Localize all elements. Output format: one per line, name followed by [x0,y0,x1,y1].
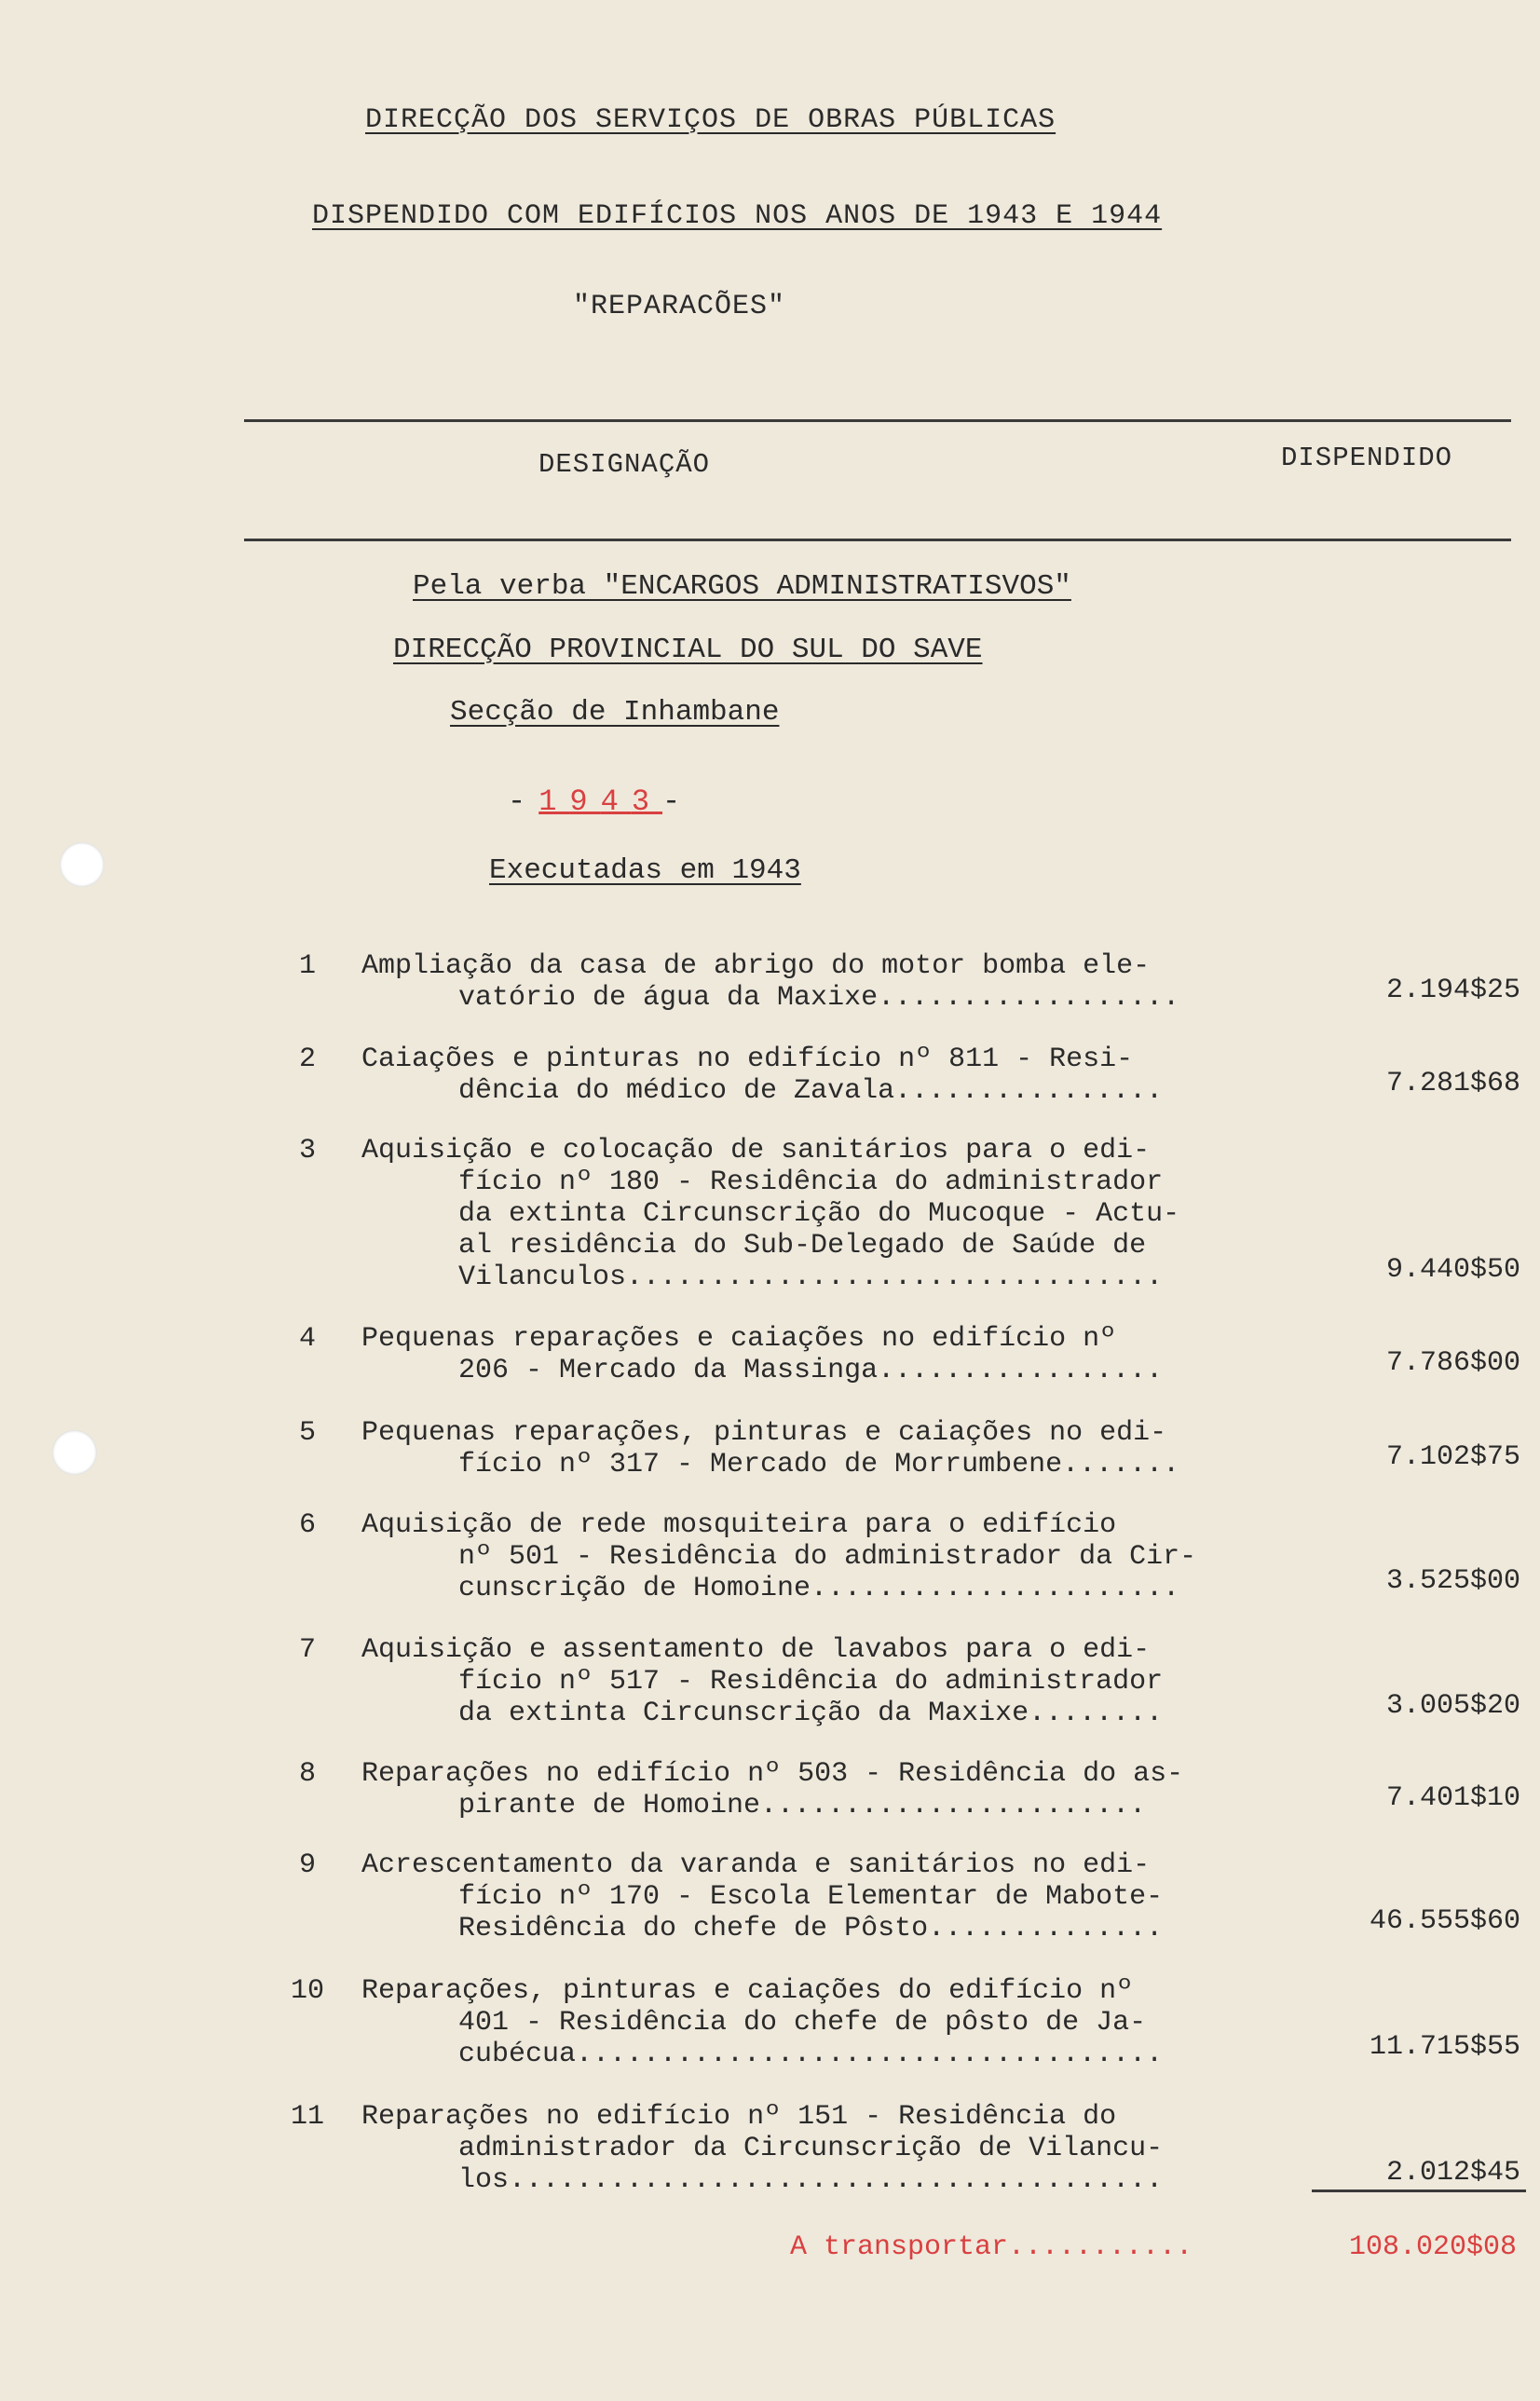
item-amount: 7.401$10 [1385,1782,1520,1814]
item-description [361,1975,1312,2070]
header-repairs-title: "REPARACÕES" [573,291,786,322]
column-designation: DESIGNAÇÃO [538,449,711,480]
item-description [361,1758,1312,1821]
item-description-line: fício nº 170 - Escola Elementar de Mabote- [458,1881,1164,1913]
item-description-line: vatório de água da Maxixe.................. [458,982,1180,1014]
item-description-line: fício nº 317 - Mercado de Morrumbene....... [458,1449,1180,1480]
item-description-line: fício nº 517 - Residência do administrador [458,1666,1164,1698]
item-number: 9 [298,1849,316,1881]
item-description-line: fício nº 180 - Residência do administrador [458,1166,1164,1198]
item-description-line: dência do médico de Zavala................ [458,1075,1164,1107]
total-rule [1312,2190,1526,2192]
item-amount: 9.440$50 [1385,1254,1520,1286]
item-description-line: Vilanculos................................ [458,1262,1164,1293]
item-description-line: Acrescentamento da varanda e sanitários no edi- [361,1849,1151,1881]
item-amount: 46.555$60 [1369,1905,1520,1937]
section-seccao: Secção de Inhambane [450,696,780,729]
item-amount: 7.786$00 [1385,1347,1520,1379]
year-dash-right: - [662,784,694,819]
item-description-line: Pequenas reparações, pinturas e caiações no edi- [361,1417,1167,1449]
table-top-rule [244,419,1511,422]
item-description-line: los....................................... [458,2164,1164,2196]
item-number: 10 [290,1975,324,2007]
item-description-line: Aquisição e assentamento de lavabos para o edi- [361,1634,1151,1666]
column-spent: DISPENDIDO [1281,443,1453,473]
item-amount: 3.005$20 [1385,1690,1520,1722]
item-description-line: cunscrição de Homoine...................... [458,1573,1180,1604]
item-description [361,1323,1312,1386]
item-number: 1 [298,950,316,982]
section-verba: Pela verba "ENCARGOS ADMINISTRATISVOS" [413,570,1071,603]
table-header-rule [244,539,1511,541]
transport-label: A transportar........... [790,2231,1193,2263]
item-description [361,1634,1312,1729]
item-description-line: da extinta Circunscrição do Mucoque - Actu- [458,1198,1180,1230]
item-description-line: Aquisição de rede mosquiteira para o edifício [361,1509,1117,1541]
transport-amount: 108.020$08 [1349,2231,1518,2263]
item-description-line: Reparações no edifício nº 151 - Residência do [361,2101,1117,2133]
item-number: 4 [298,1323,316,1355]
item-amount: 2.012$45 [1385,2157,1520,2189]
item-amount: 7.281$68 [1385,1068,1520,1099]
punch-hole-bottom [52,1430,97,1475]
item-description [361,1135,1312,1293]
item-description-line: 401 - Residência do chefe de pôsto de Ja- [458,2007,1147,2039]
item-amount: 3.525$00 [1385,1565,1520,1597]
section-provincial: DIRECÇÃO PROVINCIAL DO SUL DO SAVE [393,634,983,666]
item-number: 3 [298,1135,316,1166]
item-description-line: Pequenas reparações e caiações no edifício nº [361,1323,1117,1355]
item-description-line: pirante de Homoine....................... [458,1790,1147,1821]
item-description [361,1509,1312,1604]
item-description-line: da extinta Circunscrição da Maxixe........ [458,1698,1164,1729]
item-description-line: Caiações e pinturas no edifício nº 811 - Resi- [361,1044,1134,1075]
header-spent-title: DISPENDIDO COM EDIFÍCIOS NOS ANOS DE 1943 E 1944 [312,200,1163,232]
item-description [361,1044,1312,1107]
item-number: 5 [298,1417,316,1449]
item-amount: 11.715$55 [1369,2031,1520,2063]
item-number: 7 [298,1634,316,1666]
item-description [361,1417,1312,1480]
punch-hole-top [60,842,104,887]
item-description-line: cubécua................................... [458,2039,1164,2070]
year-digit: 4 [600,784,632,819]
item-description-line: administrador da Circunscrição de Vilancu- [458,2133,1164,2164]
year-digit: 3 [631,784,663,819]
item-description [361,1849,1312,1944]
item-description-line: nº 501 - Residência do administrador da Cir- [458,1541,1197,1573]
section-executed: Executadas em 1943 [489,854,801,887]
year-dash-left: - [508,784,539,819]
item-amount: 2.194$25 [1385,975,1520,1006]
item-description-line: 206 - Mercado da Massinga................. [458,1355,1164,1386]
item-number: 11 [290,2101,324,2133]
year-heading [508,784,693,819]
item-description-line: Aquisição e colocação de sanitários para o edi- [361,1135,1151,1166]
year-digit: 9 [569,784,601,819]
item-description-line: al residência do Sub-Delegado de Saúde de [458,1230,1147,1262]
item-number: 2 [298,1044,316,1075]
item-description-line: Ampliação da casa de abrigo do motor bomba ele- [361,950,1151,982]
item-description-line: Residência do chefe de Pôsto.............. [458,1913,1164,1944]
item-description [361,950,1312,1014]
item-number: 6 [298,1509,316,1541]
item-description-line: Reparações, pinturas e caiações do edifício nº [361,1975,1134,2007]
item-description-line: Reparações no edifício nº 503 - Residência do as- [361,1758,1184,1790]
item-description [361,2101,1312,2196]
item-number: 8 [298,1758,316,1790]
item-amount: 7.102$75 [1385,1441,1520,1473]
header-direction-title: DIRECÇÃO DOS SERVIÇOS DE OBRAS PÚBLICAS [365,104,1056,136]
year-digit: 1 [538,784,570,819]
